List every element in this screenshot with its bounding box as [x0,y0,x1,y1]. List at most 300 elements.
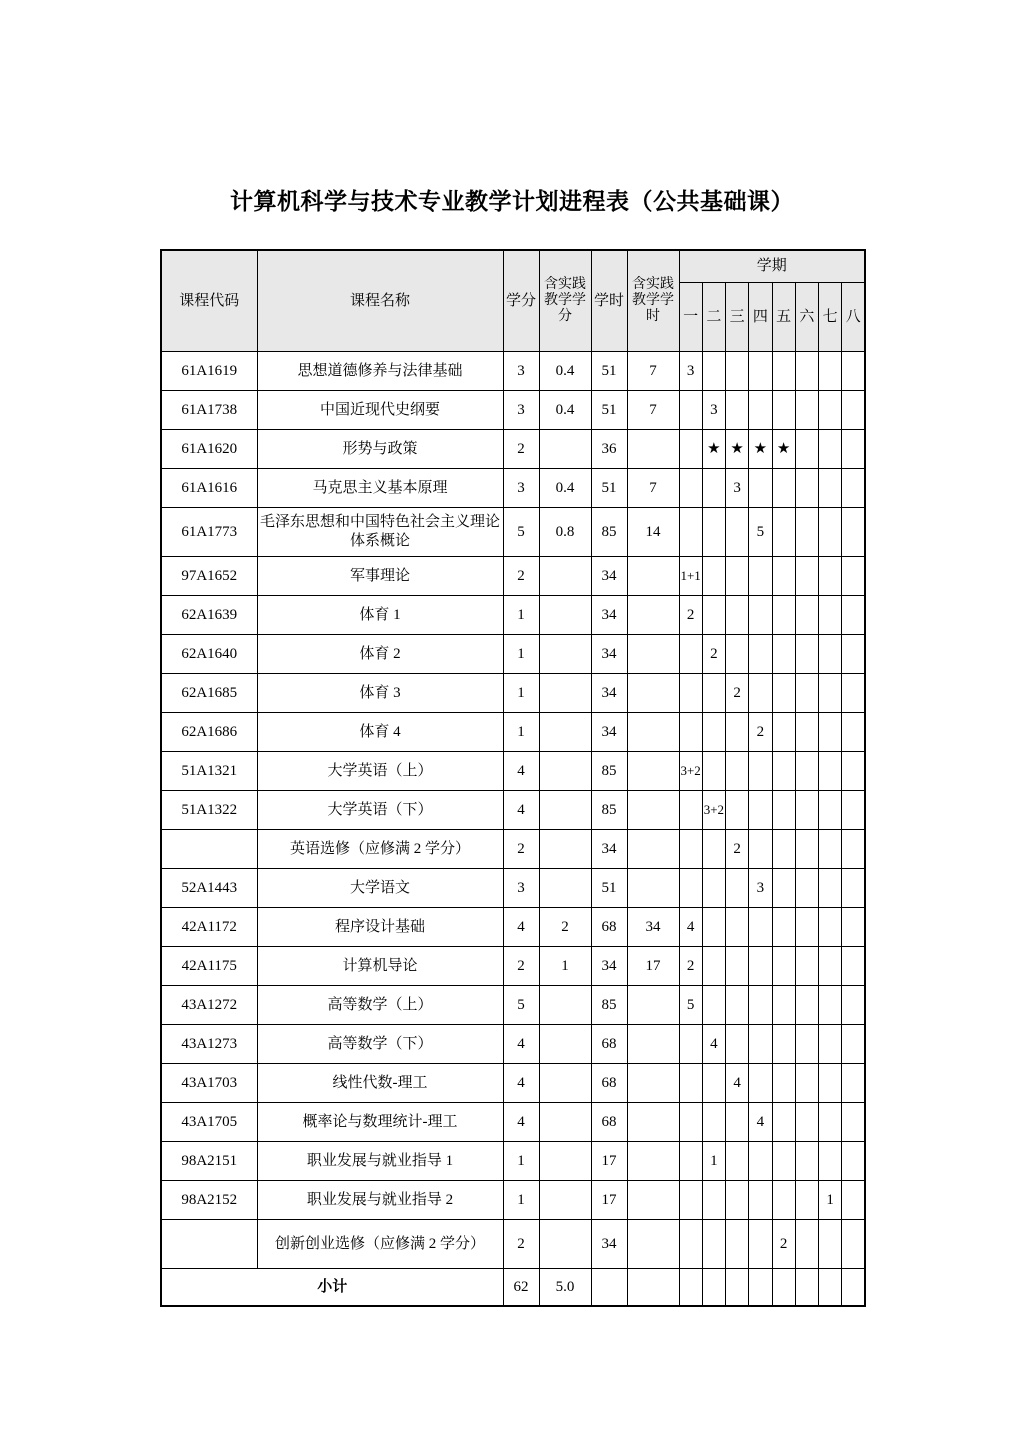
cell-term-7 [819,391,842,430]
cell-term-8 [842,1103,865,1142]
cell-term-5 [772,830,795,869]
cell-term-5 [772,596,795,635]
cell-course-name: 计算机导论 [257,947,503,986]
table-row [161,713,865,752]
table-row [161,986,865,1025]
cell-practice-credit [539,674,591,713]
cell-term-6 [795,986,818,1025]
cell-practice-hours: 34 [627,908,679,947]
cell-course-code: 52A1443 [161,869,257,908]
cell-practice-credit [539,1025,591,1064]
cell-term-8 [842,1025,865,1064]
cell-term-3 [726,352,749,391]
cell-term-8 [842,1220,865,1269]
cell-term-7 [819,1220,842,1269]
cell-term-7 [819,791,842,830]
cell-term-5 [772,908,795,947]
cell-term-5 [772,508,795,557]
cell-term-2: 3+2 [702,791,725,830]
cell-hours: 34 [591,674,627,713]
cell-term-5 [772,352,795,391]
cell-credit: 4 [503,791,539,830]
cell-practice-hours [627,674,679,713]
cell-term-1 [679,1142,702,1181]
cell-term-1 [679,508,702,557]
cell-credit: 4 [503,752,539,791]
cell-practice-credit [539,1103,591,1142]
table-row [161,908,865,947]
cell-hours: 34 [591,635,627,674]
cell-term-3: 2 [726,830,749,869]
cell-term-1 [679,1220,702,1269]
cell-practice-hours [627,557,679,596]
cell-term-2 [702,1064,725,1103]
cell-term-3 [726,635,749,674]
cell-practice-credit [539,830,591,869]
cell-credit: 4 [503,1064,539,1103]
cell-course-code: 61A1773 [161,508,257,557]
cell-practice-hours: 7 [627,391,679,430]
cell-term-3 [726,557,749,596]
cell-hours: 34 [591,947,627,986]
cell-course-name: 大学英语（上） [257,752,503,791]
header-term-4: 四 [749,283,772,352]
cell-course-name: 毛泽东思想和中国特色社会主义理论体系概论 [257,508,503,557]
cell-credit: 1 [503,1142,539,1181]
cell-term-8 [842,986,865,1025]
cell-course-name: 体育 1 [257,596,503,635]
cell-term-8 [842,1064,865,1103]
subtotal-practice-credit: 5.0 [539,1269,591,1307]
cell-term-3 [726,596,749,635]
cell-term-6 [795,752,818,791]
cell-course-code: 62A1639 [161,596,257,635]
cell-term-4 [749,830,772,869]
cell-term-7 [819,508,842,557]
subtotal-term-4 [749,1269,772,1307]
cell-term-1 [679,869,702,908]
cell-term-1: 2 [679,596,702,635]
cell-term-2 [702,986,725,1025]
cell-term-2 [702,596,725,635]
cell-practice-hours: 14 [627,508,679,557]
cell-term-4 [749,674,772,713]
cell-credit: 1 [503,596,539,635]
cell-term-6 [795,557,818,596]
header-practice-hours: 含实践教学学时 [627,250,679,352]
cell-term-4 [749,908,772,947]
subtotal-term-1 [679,1269,702,1307]
table-row [161,1064,865,1103]
table-row [161,469,865,508]
cell-practice-hours [627,791,679,830]
cell-practice-credit: 1 [539,947,591,986]
cell-hours: 85 [591,791,627,830]
cell-term-1 [679,1181,702,1220]
cell-term-4 [749,352,772,391]
cell-term-4 [749,791,772,830]
cell-credit: 5 [503,508,539,557]
table-row [161,830,865,869]
cell-term-7 [819,674,842,713]
subtotal-term-8 [842,1269,865,1307]
table-row [161,1103,865,1142]
cell-term-8 [842,508,865,557]
cell-credit: 4 [503,908,539,947]
cell-term-3 [726,1142,749,1181]
cell-credit: 4 [503,1103,539,1142]
subtotal-label: 小计 [161,1269,503,1307]
cell-term-3 [726,1220,749,1269]
cell-term-2 [702,947,725,986]
table-row [161,352,865,391]
header-term-group: 学期 [679,250,865,283]
cell-term-5 [772,469,795,508]
cell-term-2 [702,830,725,869]
cell-term-8 [842,1181,865,1220]
cell-course-name: 军事理论 [257,557,503,596]
cell-hours: 51 [591,391,627,430]
table-row [161,1025,865,1064]
subtotal-credit: 62 [503,1269,539,1307]
cell-term-2 [702,469,725,508]
table-header-row-1 [161,250,865,283]
page-title: 计算机科学与技术专业教学计划进程表（公共基础课） [230,189,794,214]
cell-practice-credit [539,1142,591,1181]
cell-practice-hours: 7 [627,352,679,391]
table-row [161,1142,865,1181]
cell-practice-hours [627,1220,679,1269]
cell-term-7: 1 [819,1181,842,1220]
cell-term-2 [702,1220,725,1269]
cell-term-5 [772,1064,795,1103]
header-term-7: 七 [819,283,842,352]
table-row [161,391,865,430]
cell-term-4: 5 [749,508,772,557]
cell-practice-hours [627,713,679,752]
header-hours: 学时 [591,250,627,352]
cell-term-2 [702,908,725,947]
cell-course-code [161,830,257,869]
cell-term-5: 2 [772,1220,795,1269]
cell-practice-credit [539,713,591,752]
cell-term-2: 1 [702,1142,725,1181]
cell-term-8 [842,469,865,508]
cell-term-8 [842,830,865,869]
cell-term-6 [795,596,818,635]
cell-term-2 [702,752,725,791]
header-course-name: 课程名称 [257,250,503,352]
cell-term-7 [819,752,842,791]
cell-term-8 [842,674,865,713]
cell-term-6 [795,469,818,508]
cell-term-6 [795,1103,818,1142]
cell-course-name: 概率论与数理统计-理工 [257,1103,503,1142]
cell-term-8 [842,947,865,986]
header-term-2: 二 [702,283,725,352]
curriculum-table-container [160,249,864,1307]
cell-term-5 [772,869,795,908]
cell-course-code: 43A1705 [161,1103,257,1142]
table-row [161,1220,865,1269]
cell-course-code: 62A1640 [161,635,257,674]
cell-term-3: ★ [726,430,749,469]
cell-practice-credit [539,557,591,596]
cell-term-7 [819,1103,842,1142]
cell-term-7 [819,1142,842,1181]
cell-term-3 [726,791,749,830]
cell-term-2 [702,674,725,713]
cell-term-6 [795,1064,818,1103]
table-row [161,1181,865,1220]
cell-term-7 [819,830,842,869]
subtotal-term-6 [795,1269,818,1307]
cell-practice-hours [627,430,679,469]
cell-hours: 51 [591,352,627,391]
cell-practice-credit [539,869,591,908]
cell-hours: 34 [591,713,627,752]
cell-term-1: 5 [679,986,702,1025]
cell-practice-hours: 7 [627,469,679,508]
cell-term-4 [749,947,772,986]
cell-term-6 [795,869,818,908]
cell-term-6 [795,947,818,986]
cell-hours: 51 [591,869,627,908]
cell-term-8 [842,1142,865,1181]
cell-term-6 [795,391,818,430]
cell-term-4 [749,1142,772,1181]
cell-credit: 2 [503,830,539,869]
cell-term-3 [726,752,749,791]
header-term-3: 三 [726,283,749,352]
cell-practice-credit: 2 [539,908,591,947]
cell-term-7 [819,635,842,674]
cell-term-4 [749,986,772,1025]
cell-term-6 [795,430,818,469]
cell-term-1: 2 [679,947,702,986]
header-term-5: 五 [772,283,795,352]
cell-course-name: 马克思主义基本原理 [257,469,503,508]
cell-practice-credit [539,635,591,674]
cell-term-7 [819,596,842,635]
cell-hours: 34 [591,557,627,596]
cell-term-1 [679,430,702,469]
cell-term-6 [795,352,818,391]
table-row [161,635,865,674]
cell-term-1 [679,830,702,869]
cell-hours: 34 [591,596,627,635]
cell-term-6 [795,1025,818,1064]
cell-credit: 4 [503,1025,539,1064]
cell-term-7 [819,469,842,508]
cell-term-1 [679,469,702,508]
cell-course-name: 体育 3 [257,674,503,713]
cell-course-code: 42A1172 [161,908,257,947]
table-row [161,791,865,830]
cell-term-1 [679,674,702,713]
cell-term-5 [772,557,795,596]
cell-term-4 [749,391,772,430]
cell-practice-credit: 0.8 [539,508,591,557]
cell-term-7 [819,1025,842,1064]
cell-course-code: 62A1686 [161,713,257,752]
cell-term-2: 3 [702,391,725,430]
cell-course-name: 职业发展与就业指导 1 [257,1142,503,1181]
cell-hours: 68 [591,1103,627,1142]
cell-course-code: 43A1273 [161,1025,257,1064]
cell-term-3 [726,713,749,752]
cell-term-1 [679,1025,702,1064]
cell-term-5 [772,1142,795,1181]
cell-term-1 [679,713,702,752]
cell-credit: 2 [503,430,539,469]
cell-credit: 3 [503,869,539,908]
cell-course-code: 43A1703 [161,1064,257,1103]
cell-hours: 34 [591,1220,627,1269]
cell-term-1 [679,635,702,674]
cell-course-name: 英语选修（应修满 2 学分） [257,830,503,869]
cell-term-4 [749,1025,772,1064]
subtotal-term-5 [772,1269,795,1307]
cell-term-2: ★ [702,430,725,469]
cell-hours: 85 [591,752,627,791]
cell-practice-credit [539,986,591,1025]
cell-course-name: 高等数学（上） [257,986,503,1025]
table-row [161,596,865,635]
cell-practice-credit [539,1064,591,1103]
cell-practice-credit [539,1181,591,1220]
cell-term-4: 4 [749,1103,772,1142]
cell-course-name: 职业发展与就业指导 2 [257,1181,503,1220]
cell-term-5 [772,713,795,752]
cell-term-7 [819,908,842,947]
cell-course-name: 中国近现代史纲要 [257,391,503,430]
cell-term-5 [772,1103,795,1142]
cell-practice-hours [627,752,679,791]
cell-term-1 [679,1064,702,1103]
cell-term-6 [795,1142,818,1181]
cell-course-code: 61A1619 [161,352,257,391]
header-term-1: 一 [679,283,702,352]
cell-hours: 68 [591,1064,627,1103]
cell-practice-hours [627,869,679,908]
cell-term-5 [772,986,795,1025]
cell-term-4 [749,1220,772,1269]
cell-credit: 3 [503,469,539,508]
header-term-8: 八 [842,283,865,352]
cell-term-8 [842,713,865,752]
cell-term-1: 3+2 [679,752,702,791]
table-row [161,869,865,908]
cell-term-7 [819,557,842,596]
cell-term-8 [842,635,865,674]
cell-term-8 [842,596,865,635]
cell-course-code: 61A1616 [161,469,257,508]
subtotal-term-3 [726,1269,749,1307]
cell-term-4 [749,635,772,674]
header-practice-credit: 含实践教学学分 [539,250,591,352]
cell-practice-hours [627,1025,679,1064]
cell-practice-credit [539,1220,591,1269]
cell-term-7 [819,986,842,1025]
subtotal-term-2 [702,1269,725,1307]
table-row [161,430,865,469]
cell-term-4 [749,752,772,791]
cell-course-name: 创新创业选修（应修满 2 学分） [257,1220,503,1269]
cell-term-6 [795,635,818,674]
cell-term-2: 4 [702,1025,725,1064]
cell-term-7 [819,713,842,752]
cell-course-name: 体育 4 [257,713,503,752]
cell-term-6 [795,830,818,869]
cell-term-3 [726,947,749,986]
cell-course-name: 程序设计基础 [257,908,503,947]
cell-term-5 [772,674,795,713]
cell-term-4 [749,1064,772,1103]
cell-term-6 [795,791,818,830]
cell-term-5 [772,1025,795,1064]
cell-term-3 [726,869,749,908]
header-course-code: 课程代码 [161,250,257,352]
cell-term-8 [842,352,865,391]
cell-hours: 36 [591,430,627,469]
cell-course-code: 62A1685 [161,674,257,713]
cell-term-3 [726,1181,749,1220]
cell-term-8 [842,752,865,791]
cell-practice-hours [627,830,679,869]
cell-term-3 [726,986,749,1025]
cell-term-3 [726,908,749,947]
cell-term-5 [772,1181,795,1220]
subtotal-practice-hours [627,1269,679,1307]
cell-course-code [161,1220,257,1269]
cell-term-3: 2 [726,674,749,713]
cell-credit: 1 [503,674,539,713]
table-subtotal-row [161,1269,865,1307]
cell-term-3: 4 [726,1064,749,1103]
cell-practice-hours [627,1142,679,1181]
cell-term-4 [749,1181,772,1220]
cell-term-2 [702,869,725,908]
cell-term-5 [772,391,795,430]
cell-term-3 [726,391,749,430]
cell-credit: 3 [503,352,539,391]
cell-term-2 [702,1181,725,1220]
cell-term-7 [819,1064,842,1103]
table-row [161,508,865,557]
cell-term-6 [795,713,818,752]
cell-term-1 [679,1103,702,1142]
cell-term-8 [842,908,865,947]
cell-term-4: ★ [749,430,772,469]
table-row [161,752,865,791]
cell-term-1: 4 [679,908,702,947]
cell-term-1: 1+1 [679,557,702,596]
cell-term-7 [819,352,842,391]
cell-course-code: 51A1322 [161,791,257,830]
cell-practice-credit: 0.4 [539,469,591,508]
cell-hours: 51 [591,469,627,508]
cell-course-code: 61A1620 [161,430,257,469]
table-row [161,557,865,596]
subtotal-hours [591,1269,627,1307]
cell-term-7 [819,869,842,908]
cell-term-5 [772,791,795,830]
cell-term-6 [795,1220,818,1269]
cell-course-name: 线性代数-理工 [257,1064,503,1103]
header-term-6: 六 [795,283,818,352]
cell-hours: 34 [591,830,627,869]
